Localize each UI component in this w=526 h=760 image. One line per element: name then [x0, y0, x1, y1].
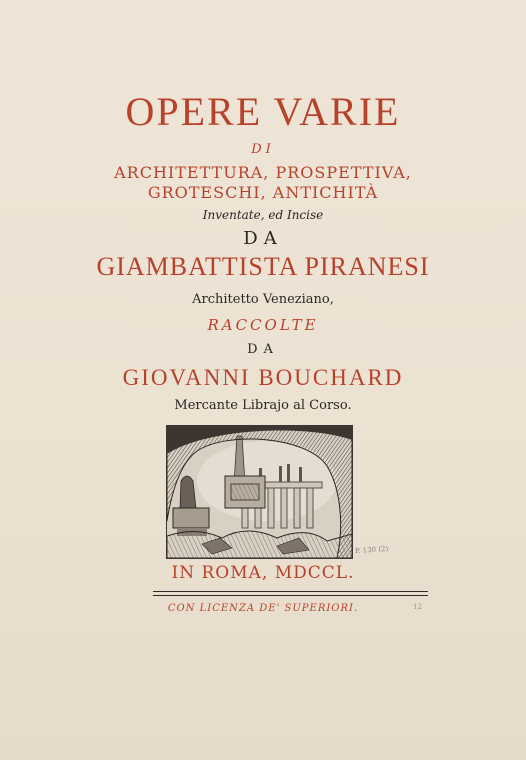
raccolte-line: RACCOLTE [207, 316, 319, 334]
rule-top [153, 591, 428, 592]
di-line: DI [251, 142, 275, 157]
margin-annotation: 12 [413, 603, 422, 611]
publisher-name: GIOVANNI BOUCHARD [122, 365, 404, 390]
invented-line: Inventate, ed Incise [202, 208, 324, 222]
license-line: CON LICENZA DE' SUPERIORI. [167, 603, 359, 614]
engraved-ruins-vignette [166, 425, 353, 559]
rule-bottom [153, 595, 428, 596]
subjects-line-1: ARCHITETTURA, PROSPETTIVA, [114, 163, 412, 182]
da-line-1: DA [243, 228, 283, 249]
author-name: GIAMBATTISTA PIRANESI [96, 252, 430, 281]
main-title: OPERE VARIE [125, 89, 401, 134]
imprint: IN ROMA, MDCCL. [171, 563, 355, 583]
publisher-role: Mercante Librajo al Corso. [174, 398, 352, 413]
subjects-line-2: GROTESCHI, ANTICHITÀ [147, 183, 379, 202]
pencil-annotation: P. 130 (2) [354, 544, 389, 556]
da-line-2: DA [247, 342, 279, 357]
author-role: Architetto Veneziano, [192, 292, 334, 307]
